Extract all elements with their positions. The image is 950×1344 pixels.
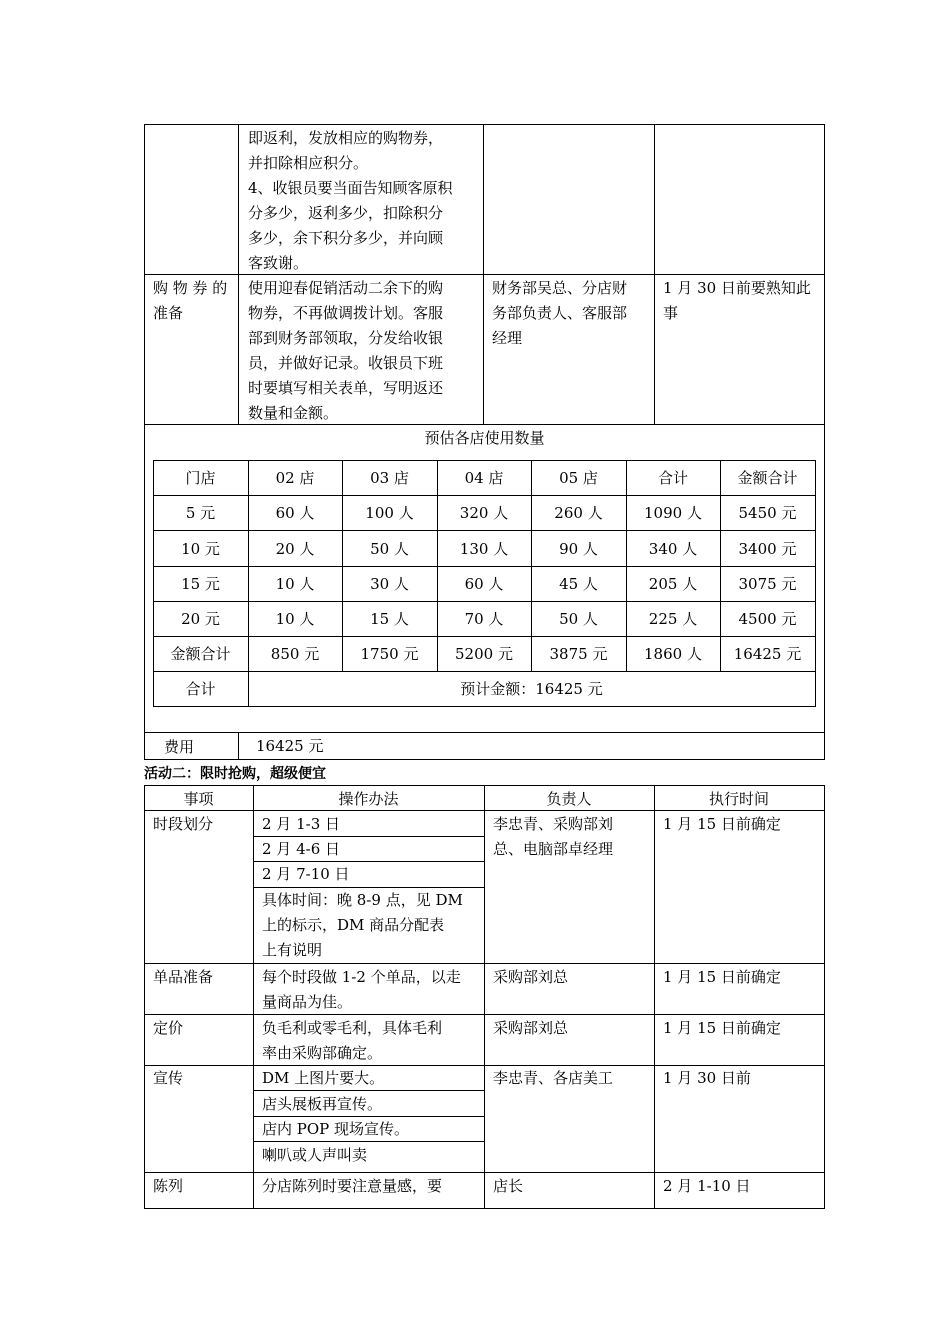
estimate-total-value: 预计金额：16425 元 [460,680,603,698]
timeslot-detail [262,888,478,963]
item-line: 准备 [153,304,184,322]
estimate-cell: 3075 元 [738,575,797,593]
estimate-cell: 70 人 [464,610,504,628]
estimate-cell: 1860 人 [644,645,702,663]
estimate-cell: 50 人 [559,610,598,628]
estimate-cell: 50 人 [370,539,409,558]
detail-line: 上的标示，DM 商品分配表 [262,916,445,934]
estimate-cell: 100 人 [365,504,414,522]
estimate-cell: 45 人 [559,575,598,593]
single-item-time: 1 月 15 日前确定 [663,968,781,986]
estimate-cell: 340 人 [648,539,698,558]
promotion-time: 1 月 30 日前 [663,1069,751,1087]
promotion-method: DM 上图片要大。 [262,1069,385,1087]
timeslot-owner [493,812,651,862]
voucher-owner-cell [492,276,652,351]
promotion-owner: 李忠青、各店美工 [493,1069,614,1087]
estimate-total-label: 合计 [185,680,216,698]
owner-line: 李忠青、采购部刘 [493,815,614,833]
cost-value: 16425 元 [256,737,324,755]
time-line: 1 月 30 日前要熟知此 [663,279,811,297]
method-line: 并扣除相应积分。 [248,154,369,172]
voucher-method-cell [248,276,478,426]
estimate-cell: 260 人 [554,504,603,522]
estimate-cell: 1090 人 [644,504,702,522]
estimate-header-cell: 金额合计 [737,469,798,487]
owner-line: 总、电脑部卓经理 [493,840,614,858]
estimate-header-cell: 02 店 [275,469,315,487]
estimate-cell: 金额合计 [170,645,231,663]
activity2-header-cell: 负责人 [546,789,592,808]
timeslot-item: 时段划分 [153,815,214,833]
detail-line: 上有说明 [262,941,323,959]
method-line: 每个时段做 1-2 个单品，以走 [262,968,461,986]
method-line: 时要填写相关表单，写明返还 [248,379,444,397]
method-line: 分多少，返利多少，扣除积分 [248,204,444,222]
display-owner: 店长 [493,1177,524,1195]
estimate-cell: 10 人 [275,610,315,628]
method-line: 负毛利或零毛利，具体毛利 [262,1019,443,1037]
cost-label: 费用 [163,737,194,756]
estimate-cell: 20 元 [181,610,220,628]
promotion-method: 喇叭或人声叫卖 [262,1146,368,1164]
estimate-header-cell: 合计 [657,469,688,487]
estimate-cell: 5200 元 [455,645,513,663]
item-line: 购 物 券 的 [153,279,228,297]
estimate-header-cell: 04 店 [464,469,504,487]
estimate-title: 预估各店使用数量 [424,429,545,447]
method-line: 客致谢。 [248,254,309,272]
owner-line: 财务部吴总、分店财 [492,279,628,297]
method-line: 物券，不再做调拨计划。客服 [248,304,444,322]
estimate-header-cell: 03 店 [370,469,409,487]
estimate-cell: 1750 元 [360,645,419,663]
pricing-item: 定价 [153,1019,184,1037]
method-line: 部到财务部领取，分发给收银 [248,329,444,347]
estimate-cell: 10 人 [275,575,315,593]
detail-line: 具体时间：晚 8-9 点，见 DM [262,891,463,909]
method-line: 量商品为佳。 [262,993,353,1011]
timeslot-method: 2 月 1-3 日 [262,815,341,833]
continued-method-cell [248,126,476,276]
owner-line: 务部负责人、客服部 [492,304,628,322]
display-method: 分店陈列时要注意量感，要 [262,1177,443,1195]
method-line: 率由采购部确定。 [262,1044,383,1062]
activity2-header-cell: 操作办法 [338,789,399,808]
promotion-method: 店内 POP 现场宣传。 [262,1120,410,1138]
single-item-method [262,965,478,1015]
estimate-cell: 15 元 [181,575,220,593]
estimate-header-cell: 门店 [185,469,216,487]
activity2-header-cell: 执行时间 [708,789,769,808]
estimate-cell: 225 人 [648,610,698,628]
promotion-method: 店头展板再宣传。 [262,1095,383,1113]
estimate-cell: 5450 元 [738,504,797,522]
estimate-cell: 10 元 [181,539,220,558]
estimate-cell: 60 人 [275,504,315,522]
estimate-cell: 15 人 [370,610,409,628]
estimate-cell: 20 人 [275,539,315,558]
pricing-time: 1 月 15 日前确定 [663,1019,781,1037]
estimate-header-cell: 05 店 [559,469,598,487]
estimate-cell: 30 人 [370,575,409,593]
estimate-cell: 4500 元 [738,610,797,628]
time-line: 事 [663,304,679,322]
estimate-cell: 130 人 [459,539,509,558]
method-line: 数量和金额。 [248,404,339,422]
pricing-owner: 采购部刘总 [493,1019,569,1037]
single-item-item: 单品准备 [153,968,214,986]
estimate-cell: 5 元 [185,504,216,522]
activity2-header-cell: 事项 [183,789,214,808]
owner-line: 经理 [492,329,523,347]
estimate-cell: 3400 元 [738,539,797,558]
estimate-cell: 60 人 [464,575,504,593]
method-line: 多少，余下积分多少，并向顾 [248,229,444,247]
display-time: 2 月 1-10 日 [663,1177,751,1195]
voucher-time-cell [663,276,823,326]
single-item-owner: 采购部刘总 [493,968,569,986]
timeslot-time: 1 月 15 日前确定 [663,815,781,833]
timeslot-method: 2 月 7-10 日 [262,865,350,883]
method-line: 即返利，发放相应的购物券， [248,129,444,147]
voucher-item-cell [153,276,235,326]
estimate-cell: 205 人 [648,575,698,593]
method-line: 4、收银员要当面告知顾客原积 [248,179,453,197]
activity2-heading: 活动二：限时抢购，超级便宜 [144,766,326,782]
method-line: 员，并做好记录。收银员下班 [248,354,444,372]
estimate-cell: 90 人 [559,539,598,558]
pricing-method [262,1016,478,1066]
display-item: 陈列 [153,1177,184,1195]
estimate-cell: 320 人 [459,504,509,522]
estimate-cell: 3875 元 [549,645,608,663]
promotion-item: 宣传 [153,1069,184,1087]
timeslot-method: 2 月 4-6 日 [262,840,341,858]
method-line: 使用迎春促销活动二余下的购 [248,279,444,297]
estimate-cell: 850 元 [270,645,320,663]
estimate-cell: 16425 元 [733,645,802,663]
